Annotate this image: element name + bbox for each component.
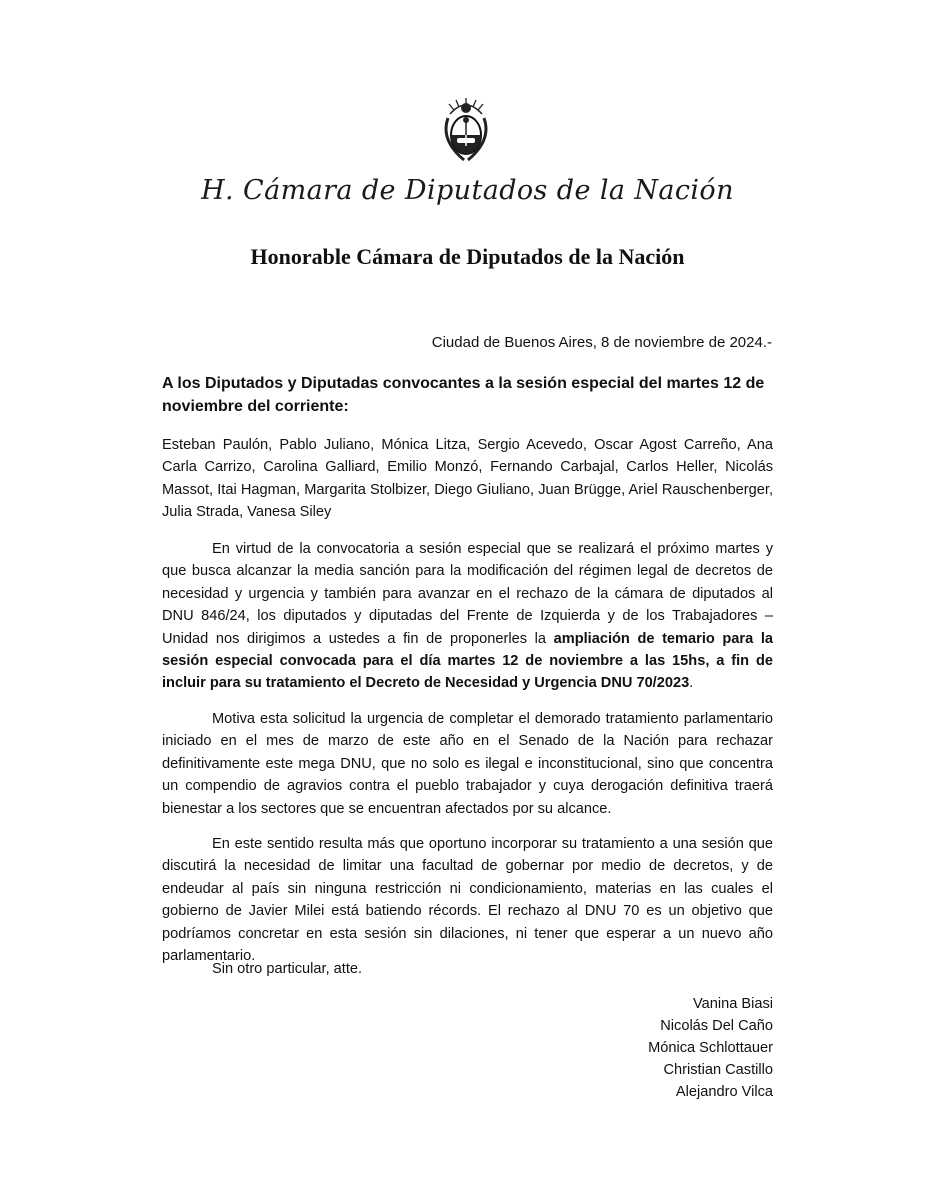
paragraph-3: En este sentido resulta más que oportuno incorporar su tratamiento a una sesión que discutirá la necesidad de limitar una facultad de gobernar por medio de decretos, y de endeudar al país sin ninguna restricción ni condicionamiento, materias en las cuales el gobierno de Javier Milei está batiendo récords. El rechazo al DNU 70 es un objetivo que podríamos concretar en esta sesión sin dilaciones, ni tener que esperar a un nuevo año parlamentario.: [162, 836, 773, 965]
paragraph-1: [162, 538, 773, 695]
paragraph-1-end: .: [689, 675, 694, 692]
paragraph-1-bold: ampliación de temario para la sesión especial convocada para el día martes 12 de noviembre a las 15hs, a fin de incluir para su tratamiento el Decreto de Necesidad y Urgencia DNU 70/2023: [162, 630, 773, 692]
signatory: Christian Castillo: [663, 1062, 773, 1078]
recipients-list: Esteban Paulón, Pablo Juliano, Mónica Litza, Sergio Acevedo, Oscar Agost Carreño, Ana Carla Carrizo, Carolina Galliard, Emilio Monzó, Fernando Carbajal, Carlos Heller, Nicolás Massot, Itai Hagman, Margarita Stolbizer, Diego Giuliano, Juan Brügge, Ariel Rauschenberger, Julia Strada, Vanesa Siley: [162, 437, 773, 521]
salutation: A los Diputados y Diputadas convocantes a la sesión especial del martes 12 de noviembre del corriente:: [162, 375, 765, 415]
page-title: Honorable Cámara de Diputados de la Nación: [250, 244, 685, 269]
date-line: Ciudad de Buenos Aires, 8 de noviembre de 2024.-: [431, 334, 772, 351]
signatory: Alejandro Vilca: [675, 1084, 773, 1100]
institution-script-title: H. Cámara de Diputados de la Nación: [201, 175, 734, 206]
paragraph-1-intro: En virtud de la convocatoria a sesión especial que se realizará el próximo martes y que busca alcanzar la media sanción para la modificación del régimen legal de decretos de necesidad y urgencia y también para avanzar en el rechazo de la cámara de diputados al DNU 846/24, los diputados y diputadas del Frente de Izquierda y de los Trabajadores – Unidad nos dirigimos a ustedes a fin de proponerles la: [162, 541, 773, 647]
signatories-block: [648, 993, 773, 1103]
signatory: Vanina Biasi: [692, 996, 773, 1012]
signatory: Nicolás Del Caño: [660, 1018, 773, 1034]
closing-line: Sin otro particular, atte.: [212, 961, 363, 977]
argentine-coat-of-arms-icon: [440, 94, 492, 164]
paragraph-2: Motiva esta solicitud la urgencia de completar el demorado tratamiento parlamentario iniciado en el mes de marzo de este año en el Senado de la Nación para rechazar definitivamente este mega DNU, que no solo es ilegal e inconstitucional, sino que concentra un compendio de agravios contra el pueblo trabajador y cuya derogación definitiva traerá bienestar a los sectores que se encuentran afectados por su alcance.: [162, 711, 773, 817]
signatory: Mónica Schlottauer: [648, 1040, 773, 1056]
